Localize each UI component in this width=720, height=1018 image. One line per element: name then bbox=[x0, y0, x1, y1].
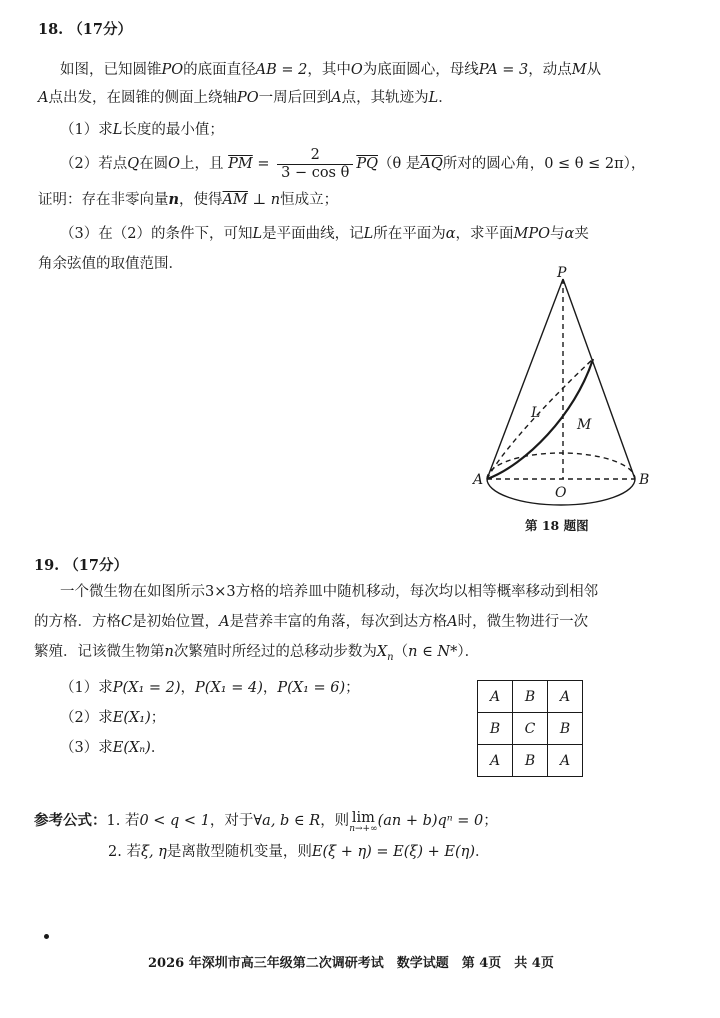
q18-text: 的底面直径 bbox=[183, 62, 256, 78]
q18-part3 bbox=[60, 224, 589, 244]
ref-text: ； bbox=[483, 813, 498, 829]
separator: ； bbox=[150, 710, 166, 726]
math-ex1: E(X₁) bbox=[112, 710, 151, 726]
q19-text: （2）求 bbox=[60, 710, 113, 726]
label-l: L bbox=[531, 405, 541, 421]
grid-cell: C bbox=[513, 713, 548, 745]
page-footer: 2026 年深圳市高三年级第二次调研考试 数学试题 第 4页 共 4页 bbox=[148, 956, 554, 971]
q19-text: 方格的培养皿中随机移动，每次均以相等概率移动到相邻 bbox=[235, 584, 599, 600]
ref-text: 1. 若 bbox=[106, 813, 140, 829]
grid-cell: B bbox=[548, 713, 583, 745]
q18-text: 长度的最小值； bbox=[122, 122, 224, 138]
lim-subscript: n→+∞ bbox=[349, 824, 378, 834]
grid-cell: A bbox=[478, 681, 513, 713]
q18-part2: （2）若点Q在圆O上，且 $\overline{PM}$ = $\frac{2}{\text{3 − cos θ}}$ $\overline{PQ}(\theta$ 是$\overline{AQ}$所对的圆心角，0 ≤ θ ≤ 2π）， bbox=[60, 146, 646, 181]
q19-header bbox=[34, 556, 128, 576]
math-alpha: α bbox=[445, 226, 456, 242]
fraction bbox=[277, 147, 353, 182]
math-n: n bbox=[164, 644, 174, 660]
math-l: L bbox=[428, 90, 439, 106]
grid-row bbox=[478, 713, 583, 745]
math-l: L bbox=[252, 226, 263, 242]
cone-edge-right bbox=[563, 279, 635, 479]
q18-text: 一周后回到 bbox=[258, 90, 332, 106]
ref-formula-1 bbox=[34, 806, 498, 836]
vector-pm: $\overline{PM}$ bbox=[228, 156, 253, 172]
math-a: A bbox=[447, 614, 458, 630]
grid-row bbox=[478, 681, 583, 713]
q18-text: 从 bbox=[586, 62, 602, 78]
fig18-caption: 第 18 题图 bbox=[525, 518, 589, 533]
math-perp: ⊥ n bbox=[247, 192, 281, 208]
grid-cell: A bbox=[548, 745, 583, 777]
math-ab: AB = 2 bbox=[255, 62, 308, 78]
math-q: Q bbox=[127, 156, 140, 172]
math-e-sum: E(ξ + η) = E(ξ) + E(η) bbox=[311, 844, 476, 860]
lim-text: lim bbox=[351, 810, 375, 826]
q18-text: ． bbox=[438, 90, 453, 106]
q18-header bbox=[38, 20, 132, 40]
math-po: PO bbox=[236, 90, 259, 106]
q19-intro-line3 bbox=[34, 642, 479, 668]
q18-text: 点出发，在圆锥的侧面上绕轴 bbox=[48, 90, 237, 106]
math-grid-size: 3×3 bbox=[205, 584, 236, 600]
cone-figure bbox=[465, 265, 665, 535]
q18-text: （θ 是 bbox=[378, 156, 421, 172]
grid-row bbox=[478, 745, 583, 777]
q18-text: （2）若点 bbox=[60, 156, 128, 172]
q19-text: （3）求 bbox=[60, 740, 113, 756]
math-lim-expr: (an + b)qⁿ = 0 bbox=[377, 813, 484, 829]
q18-text: 上，且 bbox=[180, 156, 224, 172]
q18-text: 所在平面为 bbox=[373, 226, 446, 242]
ref-label: 参考公式： bbox=[34, 812, 107, 829]
math-n: n bbox=[168, 191, 180, 208]
q18-text: 证明：存在非零向量 bbox=[38, 192, 169, 208]
petri-dish-grid bbox=[477, 680, 583, 777]
q19-part3 bbox=[60, 738, 165, 758]
q19-text: 次繁殖时所经过的总移动步数为 bbox=[173, 644, 377, 660]
q18-text: 是平面曲线，记 bbox=[262, 226, 364, 242]
math-xi-eta: ξ, η bbox=[140, 844, 167, 860]
q18-intro-line1 bbox=[60, 60, 601, 80]
q18-intro-line2 bbox=[38, 88, 453, 108]
q18-text: （3）在（2）的条件下，可知 bbox=[60, 226, 253, 242]
q18-text: 夹 bbox=[574, 226, 589, 242]
math-forall: ∀a, b ∈ R bbox=[253, 813, 321, 829]
math-mpo: MPO bbox=[513, 226, 551, 242]
q19-part1 bbox=[60, 678, 360, 698]
q18-text: 所对的圆心角，0 ≤ θ ≤ 2π）， bbox=[442, 156, 646, 172]
vector-pq: $\overline{PQ}$ bbox=[356, 156, 378, 172]
q18-text: 点，其轨迹为 bbox=[341, 90, 429, 106]
q18-part1 bbox=[60, 120, 224, 140]
q19-score: （17分） bbox=[64, 557, 128, 574]
math-alpha: α bbox=[564, 226, 575, 242]
separator: ． bbox=[150, 740, 166, 756]
grid-cell: B bbox=[513, 745, 548, 777]
q18-part3-line2: 角余弦值的取值范围． bbox=[38, 256, 183, 272]
q19-intro-line1 bbox=[60, 582, 598, 602]
q18-text: 为底面圆心，母线 bbox=[362, 62, 479, 78]
ref-text: 2. 若 bbox=[108, 844, 141, 860]
math-m: M bbox=[571, 62, 587, 78]
q18-text: ，使得 bbox=[179, 192, 223, 208]
math-a: A bbox=[38, 90, 49, 106]
q19-text: 时，微生物进行一次 bbox=[457, 614, 589, 630]
math-exn: E(Xₙ) bbox=[112, 740, 151, 756]
math-c: C bbox=[121, 614, 133, 630]
fraction-numerator: 2 bbox=[277, 147, 353, 165]
grid-cell: A bbox=[548, 681, 583, 713]
stray-mark bbox=[44, 934, 49, 939]
q18-text: ，动点 bbox=[528, 62, 572, 78]
vector-am: $\overline{AM}$ bbox=[222, 192, 248, 208]
q19-text: （1）求 bbox=[60, 680, 113, 696]
q19-number: 19. bbox=[34, 557, 60, 574]
math-px1-2: P(X₁ = 2) bbox=[112, 680, 181, 696]
q18-text: ，求平面 bbox=[455, 226, 514, 242]
q19-text: 是营养丰富的角落，每次到达方格 bbox=[229, 614, 448, 630]
ref-text: ，则 bbox=[320, 813, 350, 829]
math-a: A bbox=[219, 614, 230, 630]
q18-text: （1）求 bbox=[60, 122, 113, 138]
separator: ， bbox=[180, 680, 196, 696]
ref-formula-2 bbox=[108, 842, 490, 862]
q19-intro-line2 bbox=[34, 612, 588, 632]
label-o: O bbox=[555, 485, 567, 501]
q19-text: 繁殖．记该微生物第 bbox=[34, 644, 165, 660]
ref-text: 是离散型随机变量，则 bbox=[166, 844, 312, 860]
math-xn-sub: n bbox=[387, 651, 394, 663]
q18-number: 18. bbox=[38, 21, 64, 38]
math-xn: X bbox=[376, 644, 388, 660]
q19-text: 的方格．方格 bbox=[34, 614, 121, 630]
q18-text: 恒成立； bbox=[280, 192, 339, 208]
separator: ， bbox=[262, 680, 278, 696]
math-pa: PA = 3 bbox=[478, 62, 529, 78]
cone-base-back bbox=[487, 453, 635, 479]
math-n-domain: n ∈ N* bbox=[408, 644, 458, 660]
q19-text: （ bbox=[393, 644, 409, 660]
label-b: B bbox=[639, 472, 650, 488]
label-a: A bbox=[473, 472, 484, 488]
grid-cell: A bbox=[478, 745, 513, 777]
math-q-range: 0 < q < 1 bbox=[139, 813, 210, 829]
q19-text: 一个微生物在如图所示 bbox=[60, 584, 205, 600]
ref-text: ． bbox=[475, 844, 490, 860]
label-m: M bbox=[577, 417, 592, 433]
math-px1-6: P(X₁ = 6) bbox=[277, 680, 346, 696]
fraction-denominator: 3 − cos θ bbox=[281, 164, 350, 181]
q19-text: ）． bbox=[457, 644, 480, 660]
cone-edge-left bbox=[487, 279, 563, 479]
q18-part2-line2 bbox=[38, 190, 338, 210]
grid-cell: B bbox=[478, 713, 513, 745]
separator: ； bbox=[345, 680, 360, 696]
q18-text: 与 bbox=[550, 226, 565, 242]
math-px1-4: P(X₁ = 4) bbox=[195, 680, 263, 696]
label-p: P bbox=[557, 265, 567, 281]
math-l: L bbox=[363, 226, 374, 242]
limit-operator bbox=[349, 812, 377, 834]
q18-text: 如图，已知圆锥 bbox=[60, 62, 162, 78]
arc-aq: $\overline{AQ}$ bbox=[420, 156, 443, 172]
q19-text: 是初始位置， bbox=[132, 614, 220, 630]
q18-text: ，其中 bbox=[307, 62, 351, 78]
q18-score: （17分） bbox=[68, 21, 132, 38]
q18-text: 在圆 bbox=[139, 156, 169, 172]
math-po: PO bbox=[161, 62, 184, 78]
math-l: L bbox=[112, 122, 123, 138]
math-o: O bbox=[168, 156, 181, 172]
math-a: A bbox=[331, 90, 342, 106]
ref-text: ，对于 bbox=[209, 813, 254, 829]
math-o: O bbox=[350, 62, 363, 78]
grid-cell: B bbox=[513, 681, 548, 713]
q19-part2 bbox=[60, 708, 165, 728]
